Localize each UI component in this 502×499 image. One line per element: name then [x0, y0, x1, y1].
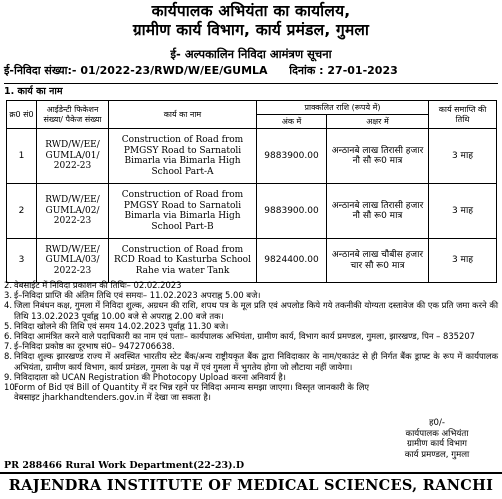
note-text: निविदा खोलने की तिथि एवं समय 14.02.2023 पूर्वाह्न 11.30 बजे। — [14, 320, 229, 331]
row-completion: 3 माह — [429, 239, 497, 283]
note-text: निविदादाता को UCAN Registration की Photocopy Upload करना अनिवार्य है। — [14, 371, 286, 382]
signature-designation: कार्यपालक अभियंता — [405, 428, 469, 439]
signature-block — [382, 418, 492, 460]
note-number: 7. — [4, 341, 12, 352]
note-item — [4, 290, 498, 300]
note-number: 9. — [4, 371, 12, 382]
note-number: 2. — [4, 280, 12, 290]
note-text: जिला निबंधन कक्ष, गुमला में निविदा शुल्क, अग्रधन की राशि, शपथ पत्र के मूल प्रति एवं अपलोड किये गये तकनीकी योग्यता दस्तावेज की एक प्रति जमा करने की तिथि 13.02.2023 पूर्वाह्न 10.00 बजे से अपराह्न 2.00 बजे तक। — [14, 300, 498, 321]
table-row — [7, 239, 497, 283]
header-in-figures: अंक में — [257, 115, 327, 129]
header-completion: कार्य समाप्ति की तिथि — [429, 101, 497, 129]
note-number: 4. — [4, 300, 12, 311]
note-text: निविदा शुल्क झारखण्ड राज्य में अवस्थित भारतीय स्टेट बैंक/अन्य राष्ट्रीयकृत बैंक द्वारा निविदाकार के नाम/एकाउंट से ही निर्गत बैंक ड्राफ्ट के रूप में कार्यपालक अभियंता, ग्रामीण कार्य विभाग, कार्य प्रमंडल, गुमला के पक्ष में एवं गुमला में भुगतेय होगा जो लौटाया नहीं जायेगा। — [14, 351, 498, 372]
note-item — [4, 351, 498, 371]
footer-banner: RAJENDRA INSTITUTE OF MEDICAL SCIENCES, RANCHI — [8, 477, 494, 494]
divider — [4, 83, 498, 84]
pr-number: PR 288466 Rural Work Department(22-23).D — [4, 460, 245, 471]
row-amount-words: अन्ठानबे लाख चौबीस हजार चार सौ रू0 मात्र — [327, 239, 429, 283]
works-table — [6, 100, 497, 283]
note-item — [4, 341, 498, 351]
note-number: 6. — [4, 331, 12, 342]
header-estimated-amount: प्राक्कलित राशि (रूपये में) — [257, 101, 429, 115]
row-sno: 1 — [7, 129, 37, 184]
row-amount: 9883900.00 — [257, 129, 327, 184]
row-identification: RWD/W/EE/ GUMLA/02/ 2022-23 — [37, 184, 109, 239]
office-title: कार्यपालक अभियंता का कार्यालय, — [151, 2, 351, 20]
reference-line — [4, 64, 498, 78]
department-title: ग्रामीण कार्य विभाग, कार्य प्रमंडल, गुमला — [132, 21, 370, 39]
note-number: 8. — [4, 351, 12, 362]
note-number: 10. — [4, 382, 18, 393]
tender-number: 01/2022-23/RWD/W/EE/GUMLA — [80, 64, 268, 77]
note-text: निविदा आमंत्रित करने वाले पदाधिकारी का नाम एवं पताः– कार्यपालक अभियंता, ग्रामीण कार्य, विभाग कार्य प्रमण्डल, गुमला, झारखण्ड, पिन – 835207 — [14, 331, 475, 342]
row-sno: 2 — [7, 184, 37, 239]
note-text: Form of Bid एवं Bill of Quantity में दर भिन्न रहने पर निविदा अमान्य समझा जाएगा। विस्तृत जानकारी के लिए वेबसाइट jharkhandtenders.gov.in में देखा जा सकता है। — [14, 382, 370, 403]
row-sno: 3 — [7, 239, 37, 283]
note-text: ई–निविदा प्राप्ति की अंतिम तिथि एवं समयः– 11.02.2023 अपराह्न 5.00 बजे। — [14, 290, 261, 301]
header-in-words: अक्षर में — [327, 115, 429, 129]
note-text: ई–निविदा प्रकोष्ठ का दूरभाष सं0– 9472706638. — [14, 341, 175, 352]
note-number: 3. — [4, 290, 12, 301]
note-item — [4, 382, 498, 402]
row-identification: RWD/W/EE/ GUMLA/03/ 2022-23 — [37, 239, 109, 283]
row-identification: RWD/W/EE/ GUMLA/01/ 2022-23 — [37, 129, 109, 184]
note-item — [4, 280, 498, 290]
row-amount: 9883900.00 — [257, 184, 327, 239]
row-completion: 3 माह — [429, 184, 497, 239]
header-sno: क्र0 सं0 — [7, 101, 37, 129]
row-amount: 9824400.00 — [257, 239, 327, 283]
section-title: 1. कार्य का नाम — [4, 86, 63, 97]
note-item — [4, 372, 498, 382]
note-text: वेबसाईट में निविदा प्रकाशन की तिथिः– 02.02.2023 — [14, 280, 182, 290]
table-row — [7, 184, 497, 239]
row-amount-words: अन्ठानबे लाख तिरासी हजार नौ सौ रू0 मात्र — [327, 184, 429, 239]
row-amount-words: अन्ठानबे लाख तिरासी हजार नौ सौ रू0 मात्र — [327, 129, 429, 184]
tender-date: 27-01-2023 — [327, 64, 398, 77]
header-work-name: कार्य का नाम — [109, 101, 257, 129]
row-completion: 3 माह — [429, 129, 497, 184]
row-work-name: Construction of Road from PMGSY Road to Sarnatoli Bimarla via Bimarla High School Part-A — [109, 129, 257, 184]
notice-title: ई- अल्पकालिन निविदा आमंत्रण सूचना — [170, 47, 332, 61]
signature-mark: ह0/- — [428, 418, 446, 428]
table-row — [7, 129, 497, 184]
notes-list — [4, 280, 498, 402]
tender-number-label: ई-निविदा संख्या:- — [4, 64, 77, 77]
tender-date-label: दिनांक : — [289, 64, 324, 77]
signature-division: कार्य प्रमण्डल, गुमला — [404, 449, 470, 460]
row-work-name: Construction of Road from PMGSY Road to Sarnatoli Bimarla via Bimarla High School Part-B — [109, 184, 257, 239]
header-identification: आईडेन्टी फिकेशन संख्या/ पैकेज संख्या — [37, 101, 109, 129]
note-item — [4, 321, 498, 331]
note-item — [4, 331, 498, 341]
note-item — [4, 300, 498, 320]
row-work-name: Construction of Road from RCD Road to Kasturba School Rahe via water Tank — [109, 239, 257, 283]
note-number: 5. — [4, 320, 12, 331]
signature-department: ग्रामीण कार्य विभाग — [406, 439, 468, 450]
